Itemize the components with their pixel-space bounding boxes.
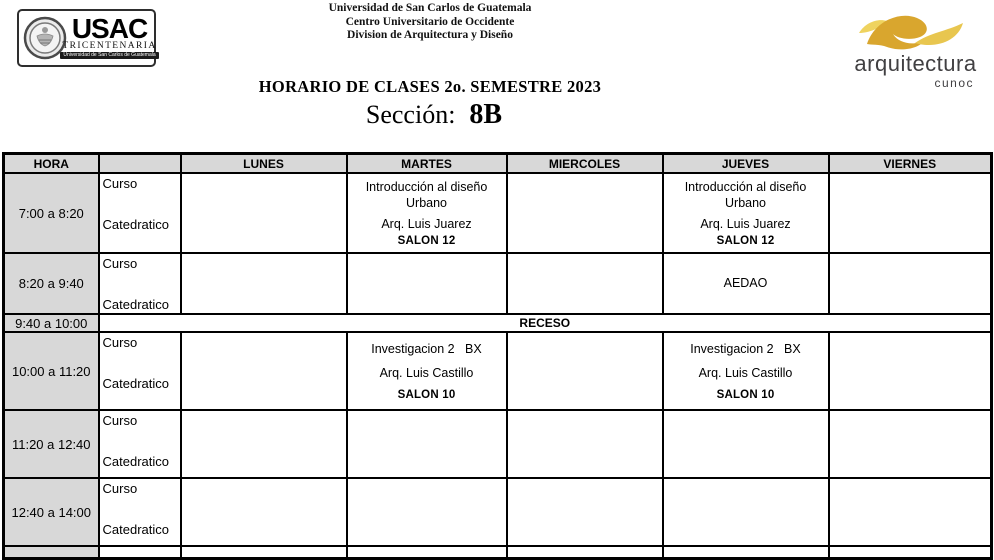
col-header-martes: MARTES	[347, 154, 507, 174]
col-header-lunes: LUNES	[181, 154, 347, 174]
empty-cell-miercoles	[507, 332, 663, 410]
empty-cell-viernes	[829, 253, 992, 314]
salon-label: SALON 12	[397, 235, 456, 248]
empty-cell-miercoles	[507, 478, 663, 546]
teacher-name: Arq. Luis Castillo	[379, 366, 474, 381]
time-cell	[4, 546, 99, 558]
col-header-hora: HORA	[4, 154, 99, 174]
row-labels-cell	[99, 546, 181, 558]
header-row	[4, 154, 992, 174]
cunoc-subtext: cunoc	[934, 76, 974, 90]
salon-label: SALON 10	[397, 388, 456, 401]
class-schedule-table	[2, 152, 993, 560]
table-row	[4, 332, 992, 410]
time-cell: 11:20 a 12:40	[4, 410, 99, 478]
salon-label: SALON 12	[716, 235, 775, 248]
course-cell-jueves	[663, 253, 829, 314]
curso-label: Curso	[102, 481, 138, 496]
empty-cell-lunes	[181, 410, 347, 478]
arquitectura-wordmark: arquitectura	[854, 51, 977, 76]
empty-cell-lunes	[181, 253, 347, 314]
course-cell-content	[664, 254, 828, 313]
empty-cell-viernes	[829, 410, 992, 478]
course-name: Introducción al diseño Urbano	[684, 179, 810, 211]
col-header-viernes: VIERNES	[829, 154, 992, 174]
col-header-blank	[99, 154, 181, 174]
empty-cell-viernes	[829, 546, 992, 558]
curso-label: Curso	[102, 413, 138, 428]
catedratico-label: Catedratico	[102, 297, 169, 312]
teacher-name: Arq. Luis Juarez	[700, 216, 791, 231]
time-cell: 7:00 a 8:20	[4, 173, 99, 253]
empty-cell-viernes	[829, 173, 992, 253]
curso-label: Curso	[102, 256, 138, 271]
page-title: HORARIO DE CLASES 2o. SEMESTRE 2023	[258, 77, 602, 96]
institution-heading	[0, 2, 860, 43]
teacher-name: Arq. Luis Juarez	[381, 216, 472, 231]
empty-cell-miercoles	[507, 410, 663, 478]
row-labels-cell	[99, 173, 181, 253]
institution-line-3: Division de Arquitectura y Diseño	[347, 29, 513, 41]
empty-cell-lunes	[181, 332, 347, 410]
empty-cell-martes	[347, 478, 507, 546]
empty-cell-martes	[347, 253, 507, 314]
row-labels-cell	[99, 410, 181, 478]
table-row	[4, 173, 992, 253]
institution-line-1: Universidad de San Carlos de Guatemala	[328, 2, 532, 14]
usac-tagline: Universidad de San Carlos de Guatemala	[60, 52, 158, 59]
receso-cell: RECESO	[99, 314, 992, 332]
arquitectura-cunoc-logo	[843, 10, 988, 90]
empty-cell-lunes	[181, 478, 347, 546]
course-cell-martes	[347, 173, 507, 253]
empty-cell-viernes	[829, 478, 992, 546]
empty-cell-lunes	[181, 173, 347, 253]
course-cell-content	[348, 333, 506, 409]
catedratico-label: Catedratico	[102, 522, 169, 537]
course-name: Investigacion 2 BX	[371, 342, 482, 357]
section-heading	[0, 99, 868, 131]
empty-cell-jueves	[663, 478, 829, 546]
catedratico-label: Catedratico	[102, 217, 169, 232]
salon-label: SALON 10	[716, 388, 775, 401]
col-header-miercoles: MIERCOLES	[507, 154, 663, 174]
empty-cell-jueves	[663, 546, 829, 558]
usac-acronym: USAC	[71, 12, 148, 44]
time-cell: 12:40 a 14:00	[4, 478, 99, 546]
empty-cell-miercoles	[507, 173, 663, 253]
curso-label: Curso	[102, 176, 138, 191]
table-row	[4, 410, 992, 478]
empty-cell-martes	[347, 546, 507, 558]
empty-cell-miercoles	[507, 546, 663, 558]
course-cell-content	[664, 333, 828, 409]
course-cell-martes	[347, 332, 507, 410]
catedratico-label: Catedratico	[102, 376, 169, 391]
clipped-next-row	[4, 546, 992, 558]
course-name: Introducción al diseño Urbano	[365, 179, 491, 211]
time-cell: 10:00 a 11:20	[4, 332, 99, 410]
row-labels-cell	[99, 478, 181, 546]
institution-line-2: Centro Universitario de Occidente	[345, 15, 515, 28]
swoosh-ribbon-icon	[857, 10, 969, 50]
section-label: Sección:	[365, 100, 456, 129]
time-cell: 9:40 a 10:00	[4, 314, 99, 332]
row-labels-cell	[99, 253, 181, 314]
course-cell-jueves	[663, 332, 829, 410]
course-cell-content	[664, 174, 828, 252]
table-row	[4, 478, 992, 546]
course-name: AEDAO	[723, 276, 768, 291]
course-cell-content	[348, 174, 506, 252]
empty-cell-viernes	[829, 332, 992, 410]
course-name: Investigacion 2 BX	[690, 342, 801, 357]
table-row	[4, 253, 992, 314]
empty-cell-lunes	[181, 546, 347, 558]
course-cell-jueves	[663, 173, 829, 253]
usac-banner: TRICENTENARIA	[62, 40, 157, 51]
empty-cell-jueves	[663, 410, 829, 478]
empty-cell-martes	[347, 410, 507, 478]
time-cell: 8:20 a 9:40	[4, 253, 99, 314]
teacher-name: Arq. Luis Castillo	[698, 366, 793, 381]
section-value: 8B	[469, 99, 503, 130]
curso-label: Curso	[102, 335, 138, 350]
empty-cell-miercoles	[507, 253, 663, 314]
receso-row	[4, 314, 992, 332]
col-header-jueves: JUEVES	[663, 154, 829, 174]
catedratico-label: Catedratico	[102, 454, 169, 469]
row-labels-cell	[99, 332, 181, 410]
